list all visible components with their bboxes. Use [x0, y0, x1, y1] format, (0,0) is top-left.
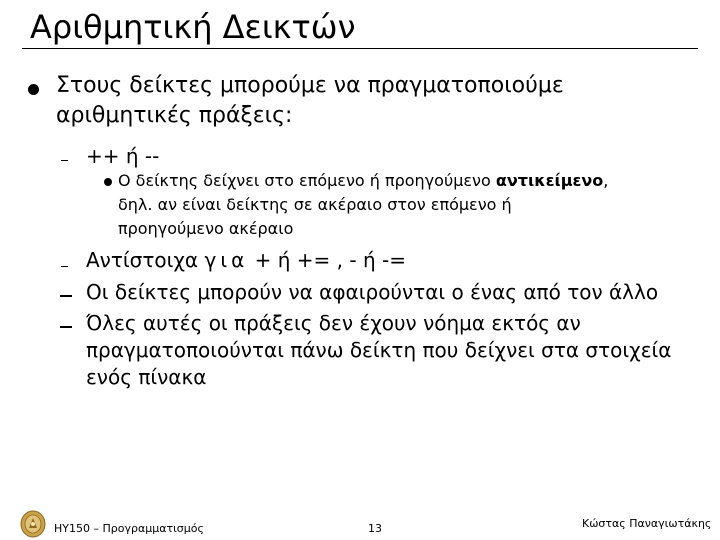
sub-bullet-meaning-line1: Όλες αυτές οι πράξεις δεν έχουν νόημα εκτός αν: [86, 311, 581, 335]
sub-bullet-ops-ops: + ή += , - ή -=: [248, 248, 406, 272]
subsub-line1-suffix: ,: [603, 171, 609, 190]
sub-bullet-subtract: Οι δείκτες μπορούν να αφαιρούνται ο ένας από τον άλλο: [86, 280, 659, 304]
bullet-dot-icon: [28, 84, 39, 95]
sub-bullet-ops: [86, 248, 406, 272]
subsub-line3: προηγούμενο ακέραιο: [118, 219, 294, 238]
dash-icon: [60, 295, 72, 297]
dash-icon: [61, 160, 68, 161]
sub-bullet-ops-gia: για: [204, 248, 249, 272]
subsub-line1-bold: αντικείμενο: [495, 171, 604, 190]
footer-author: Κώστας Παναγιωτάκης: [582, 517, 712, 530]
sub-bullet-meaning-line3: ενός πίνακα: [86, 365, 207, 389]
slide-title: Αριθμητική Δεικτών: [30, 8, 356, 46]
bullet-text-line2: αριθμητικές πράξεις:: [56, 103, 293, 128]
subsub-line2: δηλ. αν είναι δείκτης σε ακέραιο στον επόμενο ή: [118, 195, 512, 214]
university-seal-icon: [20, 510, 46, 538]
bullet-text-line1: Στους δείκτες μπορούμε να πραγματοποιούμε: [56, 73, 564, 98]
subsub-line1-prefix: Ο δείκτης δείχνει στο επόμενο ή προηγούμενο: [118, 171, 496, 190]
dash-icon: [60, 326, 72, 328]
footer-course: ΗΥ150 – Προγραμματισμός: [54, 522, 204, 535]
title-divider: [22, 48, 698, 49]
sub-bullet-meaning-line2: πραγματοποιούνται πάνω δείκτη που δείχνει στα στοιχεία: [86, 338, 672, 362]
dash-icon: [61, 266, 68, 267]
subsub-line1: [118, 171, 608, 190]
sub-bullet-increment: ++ ή --: [86, 144, 160, 168]
small-bullet-dot-icon: [104, 178, 112, 186]
sub-bullet-ops-prefix: Αντίστοιχα: [86, 248, 205, 272]
footer-page-number: 13: [368, 522, 382, 535]
